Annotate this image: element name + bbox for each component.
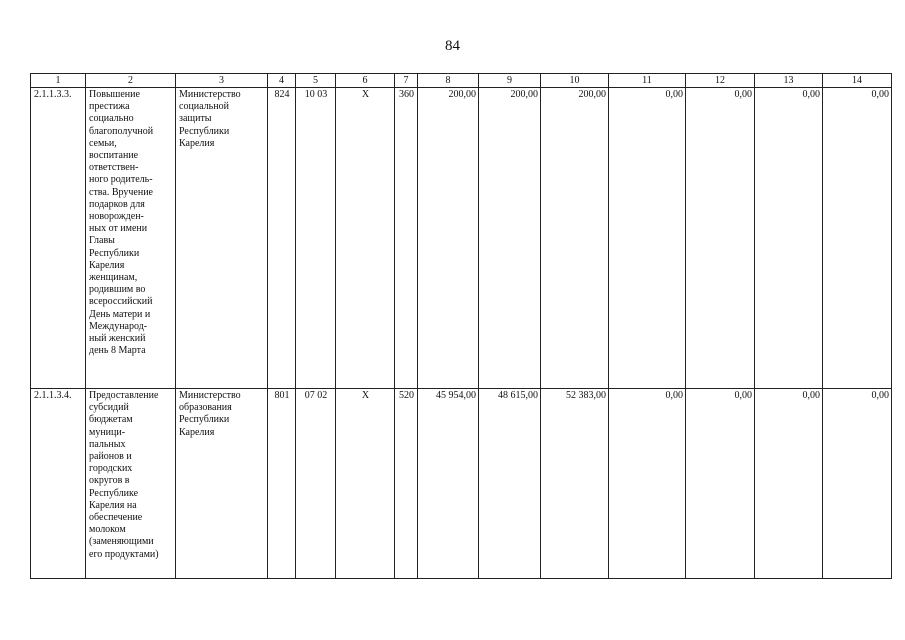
header-cell-10: 10 (541, 74, 609, 88)
row-cell-6: Х (336, 389, 395, 579)
row-cell-4: 824 (268, 88, 296, 389)
row-cell-5: 07 02 (296, 389, 336, 579)
row-cell-11: 0,00 (609, 389, 686, 579)
row-ministry: Министерство социальной защиты Республики Карелия (176, 88, 268, 389)
header-cell-5: 5 (296, 74, 336, 88)
row-cell-9: 200,00 (479, 88, 541, 389)
row-cell-12: 0,00 (686, 88, 755, 389)
header-cell-11: 11 (609, 74, 686, 88)
header-cell-6: 6 (336, 74, 395, 88)
row-cell-7: 520 (395, 389, 418, 579)
header-cell-8: 8 (418, 74, 479, 88)
header-row (31, 74, 892, 88)
row-cell-14: 0,00 (823, 88, 892, 389)
page-number: 84 (445, 38, 460, 54)
budget-table (30, 73, 892, 579)
row-code: 2.1.1.3.3. (31, 88, 86, 389)
row-description: Предоставление субсидий бюджетам муници- пальных районов и городских округов в Республике Карелия на обеспечение молоком (заменяющими его продуктами) (86, 389, 176, 579)
row-cell-10: 200,00 (541, 88, 609, 389)
header-cell-4: 4 (268, 74, 296, 88)
header-cell-2: 2 (86, 74, 176, 88)
row-description: Повышение престижа социально благополучной семьи, воспитание ответствен- ного родитель- ства. Вручение подарков для новорожден- ных от имени Главы Республики Карелия женщинам, родившим во всероссийский День матери и Международ- ный женский день 8 Марта (86, 88, 176, 389)
row-cell-11: 0,00 (609, 88, 686, 389)
row-cell-4: 801 (268, 389, 296, 579)
row-cell-13: 0,00 (755, 389, 823, 579)
row-code: 2.1.1.3.4. (31, 389, 86, 579)
row-cell-9: 48 615,00 (479, 389, 541, 579)
row-cell-10: 52 383,00 (541, 389, 609, 579)
row-cell-5: 10 03 (296, 88, 336, 389)
row-cell-13: 0,00 (755, 88, 823, 389)
table-row (31, 389, 892, 579)
header-cell-1: 1 (31, 74, 86, 88)
row-cell-7: 360 (395, 88, 418, 389)
header-cell-12: 12 (686, 74, 755, 88)
row-cell-8: 45 954,00 (418, 389, 479, 579)
row-ministry: Министерство образования Республики Карелия (176, 389, 268, 579)
header-cell-14: 14 (823, 74, 892, 88)
row-cell-12: 0,00 (686, 389, 755, 579)
row-cell-14: 0,00 (823, 389, 892, 579)
row-cell-8: 200,00 (418, 88, 479, 389)
header-cell-7: 7 (395, 74, 418, 88)
row-cell-6: Х (336, 88, 395, 389)
header-cell-3: 3 (176, 74, 268, 88)
header-cell-13: 13 (755, 74, 823, 88)
table-row (31, 88, 892, 389)
header-cell-9: 9 (479, 74, 541, 88)
